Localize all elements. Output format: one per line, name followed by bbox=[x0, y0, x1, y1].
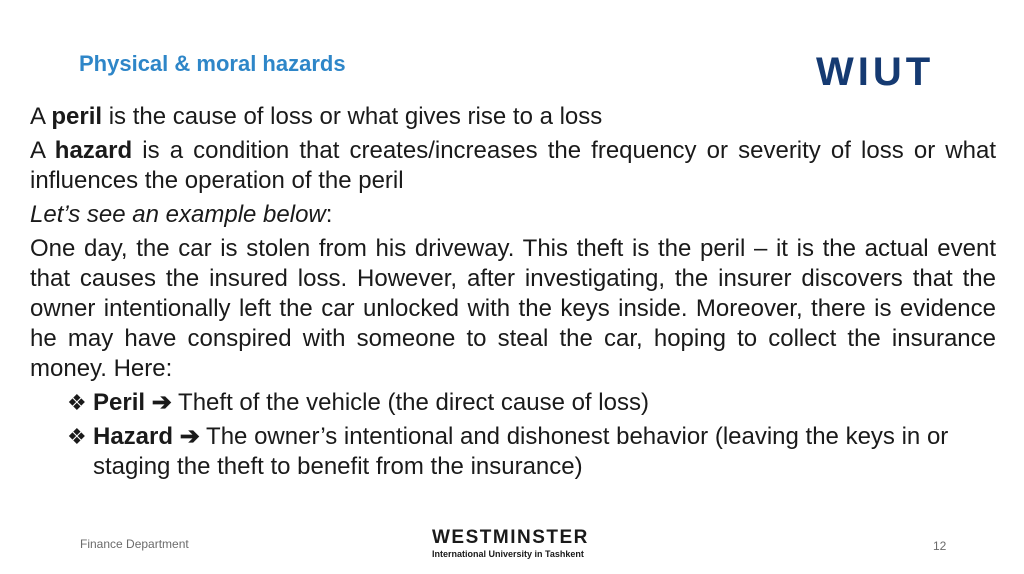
bullet-peril-text: Theft of the vehicle (the direct cause of loss) bbox=[171, 389, 649, 416]
page-number: 12 bbox=[933, 539, 947, 553]
peril-def-prefix: A bbox=[30, 103, 52, 130]
peril-term: peril bbox=[51, 103, 103, 130]
hazard-term: hazard bbox=[54, 137, 133, 164]
peril-def-text: is the cause of loss or what gives rise to a loss bbox=[102, 103, 603, 130]
hazard-definition bbox=[30, 136, 996, 196]
slide-title: Physical & moral hazards bbox=[79, 51, 346, 76]
example-intro bbox=[30, 200, 996, 230]
footer-department: Finance Department bbox=[80, 537, 189, 551]
westminster-logo: WESTMINSTER bbox=[432, 527, 589, 548]
peril-definition bbox=[30, 102, 996, 132]
bullet-hazard-text: The owner’s intentional and dishonest behavior (leaving the keys in or staging the theft to benefit from the insurance) bbox=[93, 423, 949, 480]
bullet-peril bbox=[30, 388, 996, 418]
example-intro-colon: : bbox=[325, 201, 333, 228]
diamond-bullet-icon: ❖ bbox=[67, 390, 87, 415]
arrow-right-icon: ➔ bbox=[179, 423, 200, 450]
bullet-hazard bbox=[30, 422, 996, 482]
westminster-subtitle: International University in Tashkent bbox=[432, 549, 584, 559]
diamond-bullet-icon: ❖ bbox=[67, 424, 87, 449]
hazard-def-text: is a condition that creates/increases the frequency or severity of loss or what influences the operation of the peril bbox=[30, 137, 996, 194]
wiut-logo: WIUT bbox=[816, 50, 935, 94]
arrow-right-icon: ➔ bbox=[151, 389, 172, 416]
hazard-def-prefix: A bbox=[30, 137, 55, 164]
bullet-peril-term: Peril bbox=[93, 389, 146, 416]
example-intro-italic: Let’s see an example below bbox=[30, 201, 326, 228]
slide-body bbox=[30, 102, 996, 486]
example-paragraph: One day, the car is stolen from his driveway. This theft is the peril – it is the actual event that causes the insured loss. However, after investigating, the insurer discovers that the owner intentionally left the car unlocked with the keys inside. Moreover, there is evidence he may have conspired with someone to steal the car, hoping to collect the insurance money. Here: bbox=[30, 235, 996, 382]
bullet-hazard-term: Hazard bbox=[93, 423, 174, 450]
